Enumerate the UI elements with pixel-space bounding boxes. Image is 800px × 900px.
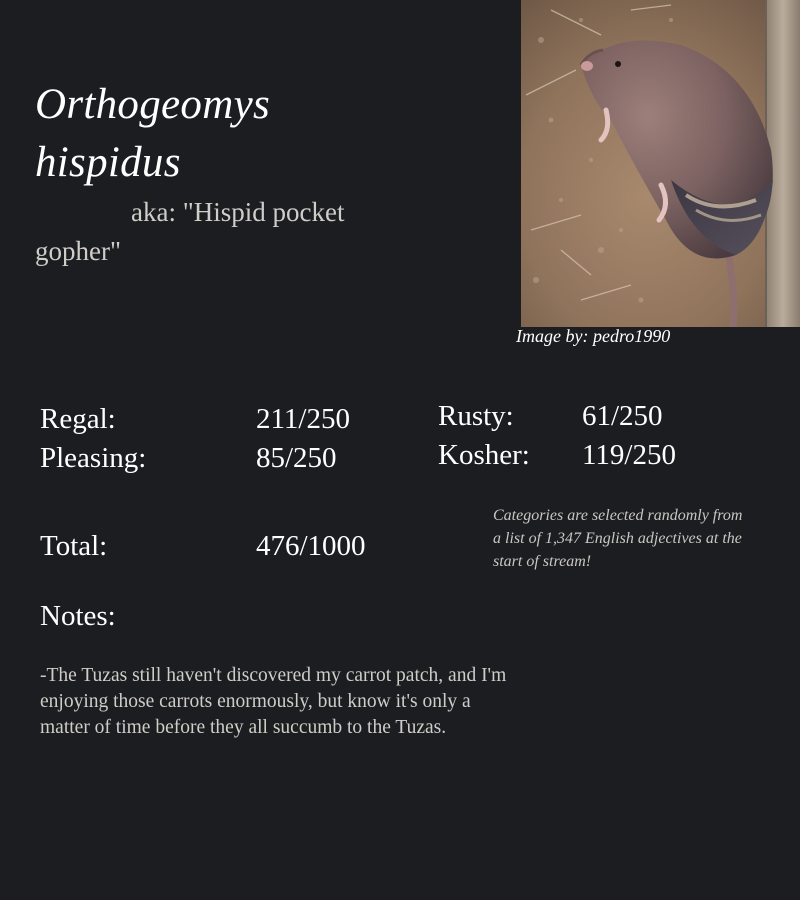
title-block <box>35 76 395 271</box>
notes-body: -The Tuzas still haven't discovered my carrot patch, and I'm enjoying those carrots enormously, but know it's only a matter of time before they all succumb to the Tuzas. <box>40 665 507 738</box>
image-credit: Image by: pedro1990 <box>516 326 671 346</box>
score-label-rusty: Rusty: <box>438 400 514 432</box>
scientific-name-species: hispidus <box>35 139 181 186</box>
notes-heading: Notes: <box>40 600 116 632</box>
scientific-name-genus: Orthogeomys <box>35 81 270 128</box>
score-value-total: 476/1000 <box>256 530 366 562</box>
score-label-regal: Regal: <box>40 403 116 435</box>
score-value-kosher: 119/250 <box>582 439 676 471</box>
score-label-pleasing: Pleasing: <box>40 442 147 474</box>
common-name: aka: "Hispid pocket gopher" <box>35 197 345 266</box>
score-value-regal: 211/250 <box>256 403 350 435</box>
scientific-name <box>35 76 395 192</box>
categories-note: Categories are selected randomly from a list of 1,347 English adjectives at the start of stream! <box>493 507 743 570</box>
score-value-rusty: 61/250 <box>582 400 663 432</box>
score-label-kosher: Kosher: <box>438 439 530 471</box>
score-label-total: Total: <box>40 530 108 562</box>
animal-photo <box>521 0 800 327</box>
score-value-pleasing: 85/250 <box>256 442 337 474</box>
